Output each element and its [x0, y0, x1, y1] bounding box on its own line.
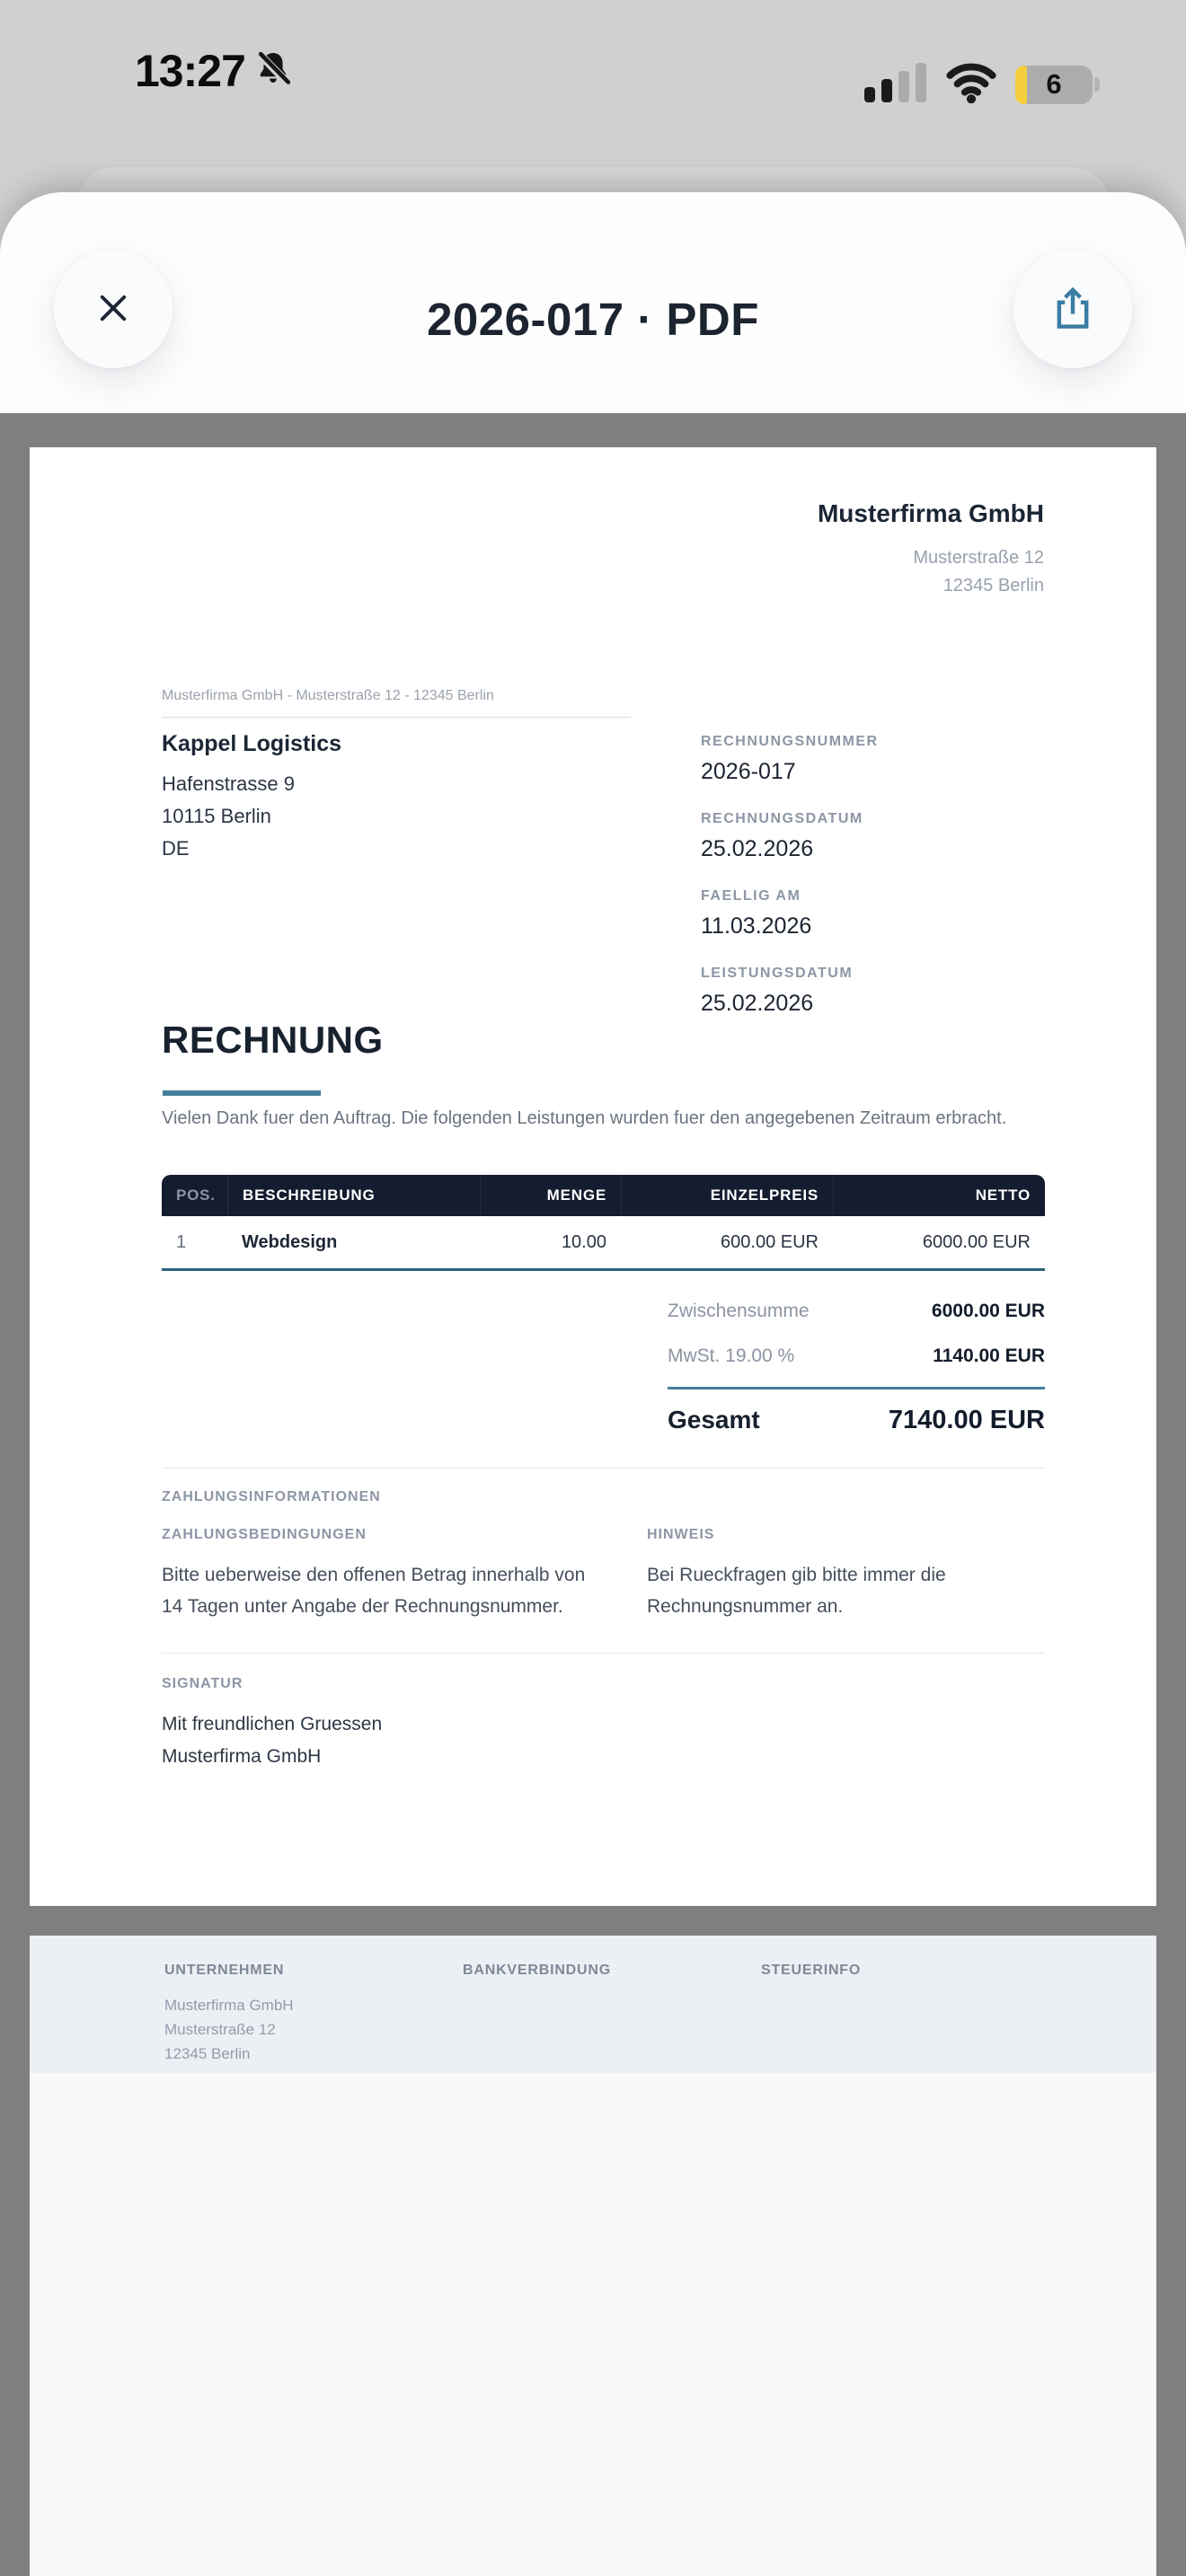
issuer-address-line2: 12345 Berlin	[943, 576, 1044, 595]
invoice-heading: RECHNUNG	[162, 1019, 384, 1061]
recipient-street: Hafenstrasse 9	[162, 772, 295, 795]
payment-columns	[162, 1527, 1045, 1622]
battery-cap	[1094, 77, 1100, 92]
signature-section-label: SIGNATUR	[162, 1676, 243, 1691]
share-button[interactable]	[1013, 250, 1132, 368]
grand-total-value: 7140.00 EUR	[888, 1406, 1045, 1434]
meta-due-date	[701, 887, 879, 940]
pdf-page-1	[30, 447, 1156, 1906]
footer-company-line: Musterstraße 12	[164, 2021, 276, 2038]
meta-label: FAELLIG AM	[701, 888, 801, 904]
section-divider	[162, 1468, 1045, 1469]
grand-total-label: Gesamt	[668, 1406, 760, 1434]
col-header-pos: POS.	[176, 1187, 216, 1204]
vat-label: MwSt. 19.00 %	[668, 1345, 795, 1366]
footer-tax-column	[761, 1963, 1059, 2066]
meta-service-date	[701, 965, 879, 1017]
row-pos: 1	[176, 1231, 187, 1252]
status-right-icons	[864, 61, 1093, 108]
heading-accent-rule	[163, 1090, 321, 1096]
meta-value: 25.02.2026	[701, 836, 814, 861]
intro-text: Vielen Dank fuer den Auftrag. Die folgenden Leistungen wurden fuer den angegebenen Zeitraum erbracht.	[162, 1108, 1007, 1128]
vat-row	[668, 1345, 1045, 1367]
subtotal-row	[668, 1301, 1045, 1322]
recipient-country: DE	[162, 837, 190, 860]
line-items-table	[162, 1175, 1045, 1271]
payment-terms-column	[162, 1527, 602, 1622]
meta-value: 25.02.2026	[701, 991, 814, 1016]
issuer-block	[818, 499, 1044, 600]
footer-bank-label: BANKVERBINDUNG	[463, 1963, 611, 1978]
meta-label: LEISTUNGSDATUM	[701, 966, 854, 981]
footer-company-column	[164, 1963, 463, 2066]
issuer-name: Musterfirma GmbH	[817, 499, 1044, 527]
meta-label: RECHNUNGSNUMMER	[701, 734, 879, 749]
payment-note-text: Bei Rueckfragen gib bitte immer die Rechnungsnummer an.	[647, 1565, 946, 1617]
footer-company-label: UNTERNEHMEN	[164, 1963, 285, 1978]
pdf-viewer[interactable]	[0, 413, 1186, 2576]
close-icon	[94, 289, 132, 330]
vat-value: 1140.00 EUR	[933, 1345, 1045, 1366]
subtotal-value: 6000.00 EUR	[931, 1301, 1045, 1321]
footer-company-line: Musterfirma GmbH	[164, 1997, 294, 2014]
row-description: Webdesign	[242, 1231, 338, 1252]
signature-line1: Mit freundlichen Gruessen	[162, 1714, 383, 1734]
bell-slash-icon	[252, 48, 294, 95]
payment-terms-text: Bitte ueberweise den offenen Betrag innerhalb von 14 Tagen unter Angabe der Rechnungsnummer.	[162, 1565, 586, 1617]
battery-percent: 6	[1046, 68, 1062, 100]
pdf-page-2	[30, 1936, 1156, 2576]
pdf-preview-sheet	[0, 192, 1186, 2576]
row-quantity: 10.00	[561, 1231, 606, 1252]
battery-icon	[1015, 66, 1093, 104]
sheet-header	[0, 192, 1186, 413]
payment-terms-label: ZAHLUNGSBEDINGUNGEN	[162, 1527, 367, 1542]
signature-text	[162, 1708, 382, 1773]
status-bar	[0, 0, 1186, 167]
col-header-quantity: MENGE	[480, 1175, 621, 1216]
recipient-name: Kappel Logistics	[162, 731, 342, 756]
clock: 13:27	[135, 46, 245, 96]
footer-tax-label: STEUERINFO	[761, 1963, 862, 1978]
totals-block	[668, 1290, 1045, 1435]
totals-separator	[668, 1387, 1045, 1389]
cellular-signal-icon	[864, 63, 927, 107]
wifi-icon	[944, 62, 998, 108]
payment-section-label: ZAHLUNGSINFORMATIONEN	[162, 1489, 381, 1504]
issuer-address-line1: Musterstraße 12	[913, 548, 1044, 568]
meta-value: 11.03.2026	[701, 913, 812, 939]
document-title: 2026-017 · PDF	[427, 294, 759, 345]
col-header-description: BESCHREIBUNG	[227, 1175, 480, 1216]
footer-bank-column	[463, 1963, 761, 2066]
sender-line: Musterfirma GmbH - Musterstraße 12 - 12345 Berlin	[162, 688, 631, 718]
recipient-block	[162, 731, 341, 865]
row-net: 6000.00 EUR	[922, 1231, 1031, 1252]
table-row	[162, 1216, 1045, 1271]
page-footer-columns	[164, 1963, 1120, 2066]
row-unit-price: 600.00 EUR	[721, 1231, 819, 1252]
meta-invoice-number	[701, 733, 879, 785]
meta-label: RECHNUNGSDATUM	[701, 811, 863, 826]
meta-invoice-date	[701, 810, 879, 862]
signature-line2: Musterfirma GmbH	[162, 1746, 322, 1767]
table-header-row	[162, 1175, 1045, 1216]
footer-company-line: 12345 Berlin	[164, 2045, 251, 2062]
share-icon	[1048, 283, 1098, 336]
meta-value: 2026-017	[701, 759, 796, 784]
payment-note-label: HINWEIS	[647, 1527, 715, 1542]
subtotal-label: Zwischensumme	[668, 1301, 810, 1321]
section-divider	[162, 1653, 1045, 1654]
payment-note-column	[647, 1527, 1045, 1622]
status-time-group	[135, 45, 294, 97]
invoice-meta	[701, 733, 879, 1042]
recipient-city: 10115 Berlin	[162, 805, 271, 827]
col-header-unit-price: EINZELPREIS	[621, 1175, 833, 1216]
page-footer-band	[30, 1936, 1156, 2073]
grand-total-row	[668, 1406, 1045, 1435]
close-button[interactable]	[54, 250, 173, 368]
col-header-net: NETTO	[833, 1175, 1045, 1216]
